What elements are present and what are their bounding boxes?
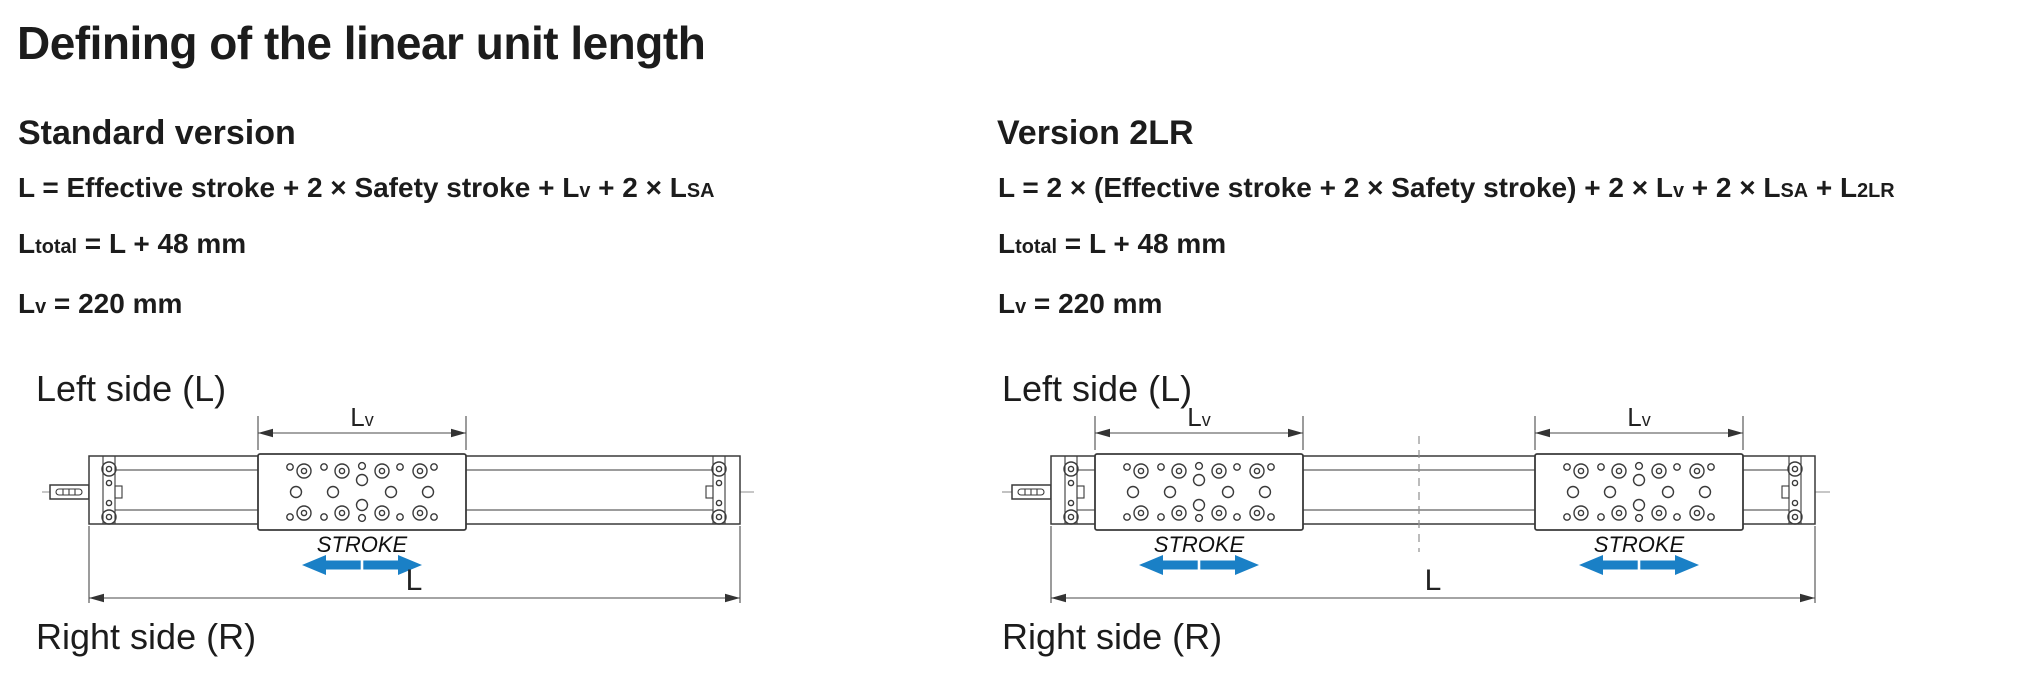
version-2lr-diagram xyxy=(1000,400,1850,615)
formula-total-length: Ltotal = L + 48 mm xyxy=(18,228,247,259)
formula-total-length-2lr: Ltotal = L + 48 mm xyxy=(998,228,1227,259)
carriage-plate-2 xyxy=(1535,454,1743,530)
stroke-label-2: STROKE xyxy=(1593,532,1685,557)
formula-carriage-length-2lr: Lv = 220 mm xyxy=(998,288,1163,319)
lv-dimension-label-1: Lv xyxy=(1187,402,1211,432)
stroke-double-arrow-icon-2 xyxy=(1579,555,1699,575)
standard-version-diagram xyxy=(40,400,760,615)
l-dimension xyxy=(89,526,740,603)
page-title: Defining of the linear unit length xyxy=(17,17,706,69)
lv-dimension-label: Lv xyxy=(350,402,374,432)
l-dimension-label: L xyxy=(405,564,423,597)
stroke-double-arrow-icon-1 xyxy=(1139,555,1259,575)
carriage-plate-1 xyxy=(1095,454,1303,530)
left-side-label-2lr: Left side (L) xyxy=(1002,368,1193,409)
section-heading-standard: Standard version xyxy=(18,114,296,152)
carriage-plate xyxy=(258,454,466,530)
lv-dimension xyxy=(258,402,466,450)
formula-carriage-length: Lv = 220 mm xyxy=(18,288,183,319)
section-heading-2lr: Version 2LR xyxy=(997,114,1194,152)
drive-shaft xyxy=(50,485,89,499)
stroke-label-1: STROKE xyxy=(1153,532,1245,557)
stroke-double-arrow-icon xyxy=(302,555,422,575)
formula-effective-length-2lr: L = 2 × (Effective stroke + 2 × Safety stroke) + 2 × Lv + 2 × LSA + L2LR xyxy=(998,172,1895,203)
right-side-label: Right side (R) xyxy=(36,616,257,657)
formula-effective-length: L = Effective stroke + 2 × Safety stroke + Lv + 2 × LSA xyxy=(18,172,715,203)
lv-dimension-2 xyxy=(1535,402,1743,450)
stroke-label: STROKE xyxy=(316,532,408,557)
lv-dimension-label-2: Lv xyxy=(1627,402,1651,432)
left-side-label: Left side (L) xyxy=(36,368,227,409)
drive-shaft xyxy=(1012,485,1051,499)
lv-dimension-1 xyxy=(1095,402,1303,450)
l-dimension-label: L xyxy=(1424,564,1442,597)
right-side-label-2lr: Right side (R) xyxy=(1002,616,1223,657)
